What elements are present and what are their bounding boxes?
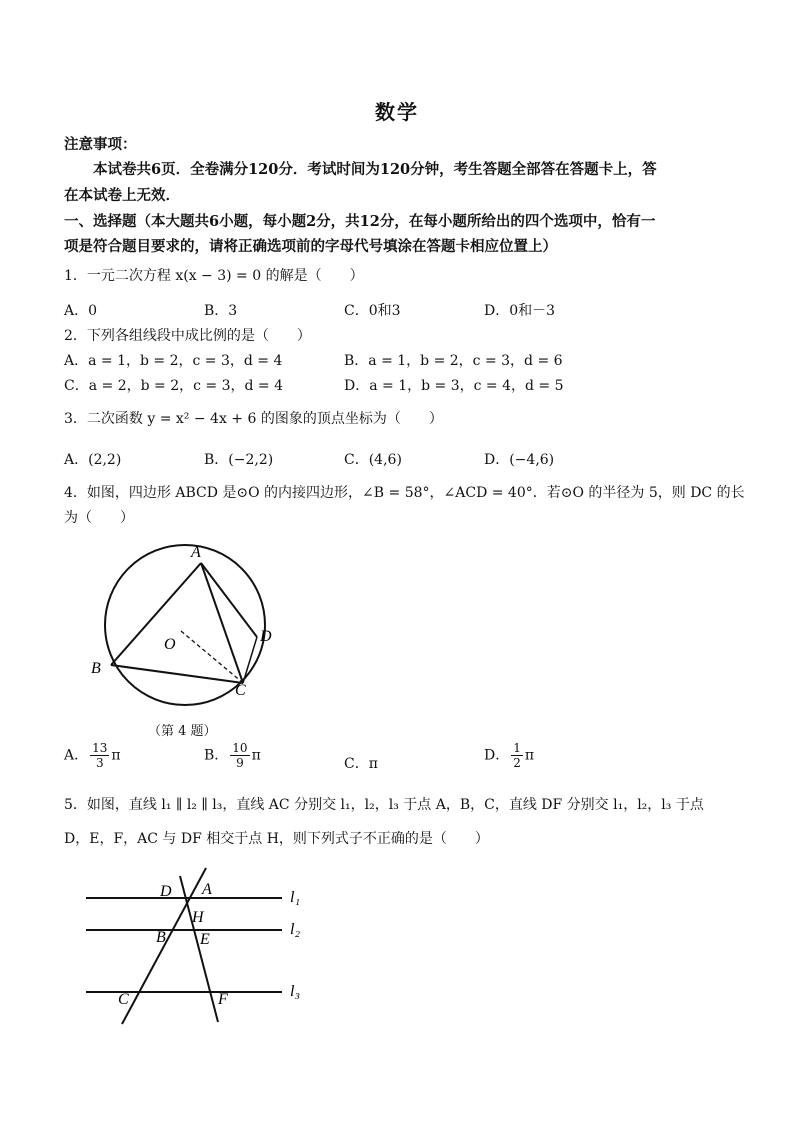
label-a: A	[191, 544, 201, 561]
section1-line-2: 项是符合题目要求的，请将正确选项前的字母代号填涂在答题卡相应位置上）	[64, 238, 557, 255]
q4-option-d-numerator: 1	[513, 741, 521, 755]
label-l3: l₃	[290, 983, 301, 1000]
label-c: C	[235, 682, 246, 699]
q1-option-d: D．0和－3	[484, 303, 556, 319]
q4-option-c	[344, 753, 378, 773]
label-d: D	[260, 628, 272, 645]
label-d: D	[160, 883, 172, 900]
q4-option-a-fraction	[90, 741, 109, 770]
label-c: C	[118, 991, 129, 1008]
q4-option-a-suffix: π	[111, 747, 121, 764]
q2-option-b: B．a = 1，b = 2，c = 3，d = 6	[344, 353, 563, 369]
label-e: E	[200, 931, 210, 948]
label-b: B	[156, 929, 166, 946]
q2-stem: 2．下列各组线段中成比例的是（ ）	[64, 328, 311, 344]
q4-figure-caption: （第 4 题）	[148, 724, 217, 739]
label-o: O	[164, 636, 176, 653]
notice-line-1: 本试卷共6页．全卷满分120分．考试时间为120分钟，考生答题全部答在答题卡上，答	[93, 161, 657, 178]
q4-option-b-suffix: π	[251, 747, 261, 764]
label-l2: l₂	[290, 921, 301, 938]
q4-option-a	[64, 741, 121, 770]
q4-option-b	[204, 741, 261, 770]
segment-ad	[201, 563, 257, 637]
label-h: H	[192, 909, 204, 926]
q4-option-a-numerator: 13	[92, 741, 108, 755]
notice-line-2: 在本试卷上无效．	[64, 187, 180, 204]
q4-option-b-fraction	[230, 741, 249, 770]
q2-option-a: A．a = 1，b = 2，c = 3，d = 4	[64, 353, 283, 369]
q4-option-b-numerator: 10	[232, 741, 248, 755]
q4-stem-line-1: 4．如图，四边形 ABCD 是⊙O 的内接四边形，∠B = 58°，∠ACD = 40°．若⊙O 的半径为 5，则 DC 的长	[64, 485, 745, 501]
q4-circle-figure	[85, 535, 295, 720]
section1-line-1: 一、选择题（本大题共6小题，每小题2分，共12分，在每小题所给出的四个选项中，恰有一	[64, 213, 656, 230]
q4-stem-line-2: 为（ ）	[64, 510, 134, 526]
q4-option-b-letter: B．	[204, 747, 229, 764]
q3-option-d: D．(−4,6)	[484, 452, 555, 468]
q4-option-b-denominator: 9	[236, 756, 244, 770]
q4-option-a-denominator: 3	[95, 756, 104, 770]
q4-option-d	[484, 741, 534, 770]
q4-option-c-letter: C．	[344, 756, 369, 772]
label-b: B	[91, 660, 101, 677]
q3-option-b: B．(−2,2)	[204, 452, 274, 468]
q5-stem-line-1: 5．如图，直线 l₁ ∥ l₂ ∥ l₃，直线 AC 分别交 l₁，l₂，l₃ 于点 A，B，C，直线 DF 分别交 l₁，l₂，l₃ 于点	[64, 797, 704, 813]
q5-parallel-lines-figure	[80, 862, 320, 1027]
q1-stem: 1．一元二次方程 x(x − 3) = 0 的解是（ ）	[64, 268, 364, 284]
q4-option-d-letter: D．	[484, 747, 510, 764]
q4-option-d-suffix: π	[524, 747, 535, 764]
q5-stem-line-2: D，E，F，AC 与 DF 相交于点 H，则下列式子不正确的是（ ）	[64, 831, 489, 847]
segment-ac	[201, 563, 243, 683]
label-f: F	[218, 991, 228, 1008]
notice-heading: 注意事项：	[64, 136, 137, 153]
q4-option-c-text: π	[368, 756, 378, 772]
q3-option-c: C．(4,6)	[344, 452, 402, 468]
q2-option-c: C．a = 2，b = 2，c = 3，d = 4	[64, 378, 283, 394]
segment-dc	[243, 637, 257, 683]
q3-option-a: A．(2,2)	[64, 452, 122, 468]
segment-bc	[111, 665, 243, 683]
label-l1: l₁	[290, 889, 301, 906]
q4-option-a-letter: A．	[64, 747, 89, 764]
q2-option-d: D．a = 1，b = 3，c = 4，d = 5	[344, 378, 564, 394]
label-a: A	[202, 881, 212, 898]
q4-option-d-denominator: 2	[513, 756, 521, 770]
q4-option-d-fraction	[511, 741, 523, 770]
q1-option-b: B．3	[204, 303, 238, 319]
page-title: 数学	[375, 100, 419, 124]
segment-ab	[111, 563, 201, 665]
q3-stem: 3．二次函数 y = x² − 4x + 6 的图象的顶点坐标为（ ）	[64, 411, 443, 427]
q1-option-a: A．0	[64, 303, 98, 319]
q1-option-c: C．0和3	[344, 303, 401, 319]
